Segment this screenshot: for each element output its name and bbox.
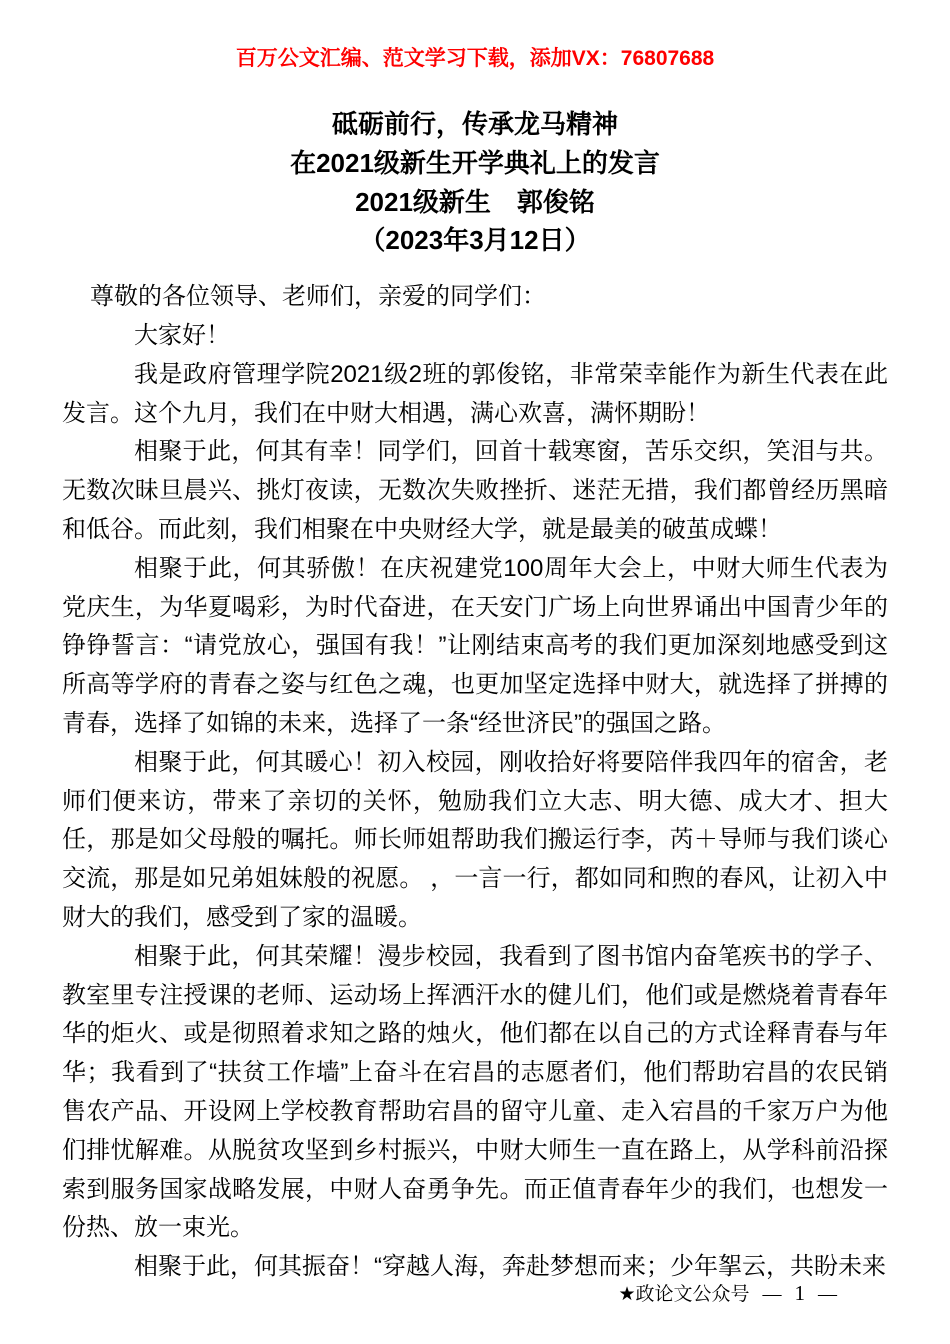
paragraph-salutation: 尊敬的各位领导、老师们，亲爱的同学们： bbox=[90, 283, 546, 311]
document-title: 砥砺前行，传承龙马精神 bbox=[331, 109, 618, 139]
paragraph: 我是政府管理学院2021级2班的郭俊铭，非常荣幸能作为新生代表在此发言。这个九月，我们在中财大相遇，满心欢喜，满怀期盼！ bbox=[62, 360, 888, 427]
paragraph: 相聚于此，何其荣耀！漫步校园，我看到了图书馆内奋笔疾书的学子、教室里专注授课的老师、运动场上挥洒汗水的健儿们，他们或是燃烧着青春年华的炬火、或是彻照着求知之路的烛火，他们都在以自己的方式诠释青春与年华；我看到了“扶贫工作墙”上奋斗在宕昌的志愿者们，他们帮助宕昌的农民销售农产品、开设网上学校教育帮助宕昌的留守儿童、走入宕昌的千家万户为他们排忧解难。从脱贫攻坚到乡村振兴，中财大师生一直在路上，从学科前沿探索到服务国家战略发展，中财人奋勇争先。而正值青春年少的我们，也想发一份热、放一束光。 bbox=[62, 942, 888, 1242]
date-line: （2023年3月12日） bbox=[359, 225, 591, 256]
footer-brand: ★政论文公众号 bbox=[618, 1284, 750, 1305]
page-footer bbox=[618, 1279, 837, 1306]
footer-dash-left: — bbox=[762, 1284, 782, 1305]
author-line: 2021级新生 郭俊铭 bbox=[355, 186, 595, 217]
document-body bbox=[62, 278, 888, 1287]
title-block bbox=[62, 105, 888, 260]
footer-dash-right: — bbox=[818, 1284, 837, 1305]
paragraph: 相聚于此，何其骄傲！在庆祝建党100周年大会上，中财大师生代表为党庆生，为华夏喝彩，为时代奋进，在天安门广场上向世界诵出中国青少年的铮铮誓言：“请党放心，强国有我！”让刚结束高考的我们更加深刻地感受到这所高等学府的青春之姿与红色之魂，也更加坚定选择中财大，就选择了拼搏的青春，选择了如锦的未来，选择了一条“经世济民”的强国之路。 bbox=[62, 554, 888, 737]
paragraph: 相聚于此，何其振奋！“穿越人海，奔赴梦想而来；少年挐云，共盼未来 bbox=[134, 1253, 886, 1281]
promo-banner: 百万公文汇编、范文学习下载，添加VX：76807688 bbox=[235, 47, 715, 70]
paragraph: 相聚于此，何其暖心！初入校园，刚收拾好将要陪伴我四年的宿舍，老师们便来访，带来了亲切的关怀，勉励我们立大志、明大德、成大才、担大任，那是如父母般的嘱托。师长师姐帮助我们搬运行李，芮＋导师与我们谈心交流，那是如兄弟姐妹般的祝愿。 ，一言一行，都如同和煦的春风，让初入中财大的我们，感受到了家的温暖。 bbox=[62, 748, 888, 931]
paragraph-greeting: 大家好！ bbox=[134, 321, 230, 349]
page-number: 1 bbox=[794, 1281, 805, 1305]
document-subtitle: 在2021级新生开学典礼上的发言 bbox=[290, 147, 660, 178]
paragraph: 相聚于此，何其有幸！同学们，回首十载寒窗，苦乐交织，笑泪与共。无数次昧旦晨兴、挑灯夜读，无数次失败挫折、迷茫无措，我们都曾经历黑暗和低谷。而此刻，我们相聚在中央财经大学，就是最美的破茧成蝶！ bbox=[62, 438, 888, 543]
